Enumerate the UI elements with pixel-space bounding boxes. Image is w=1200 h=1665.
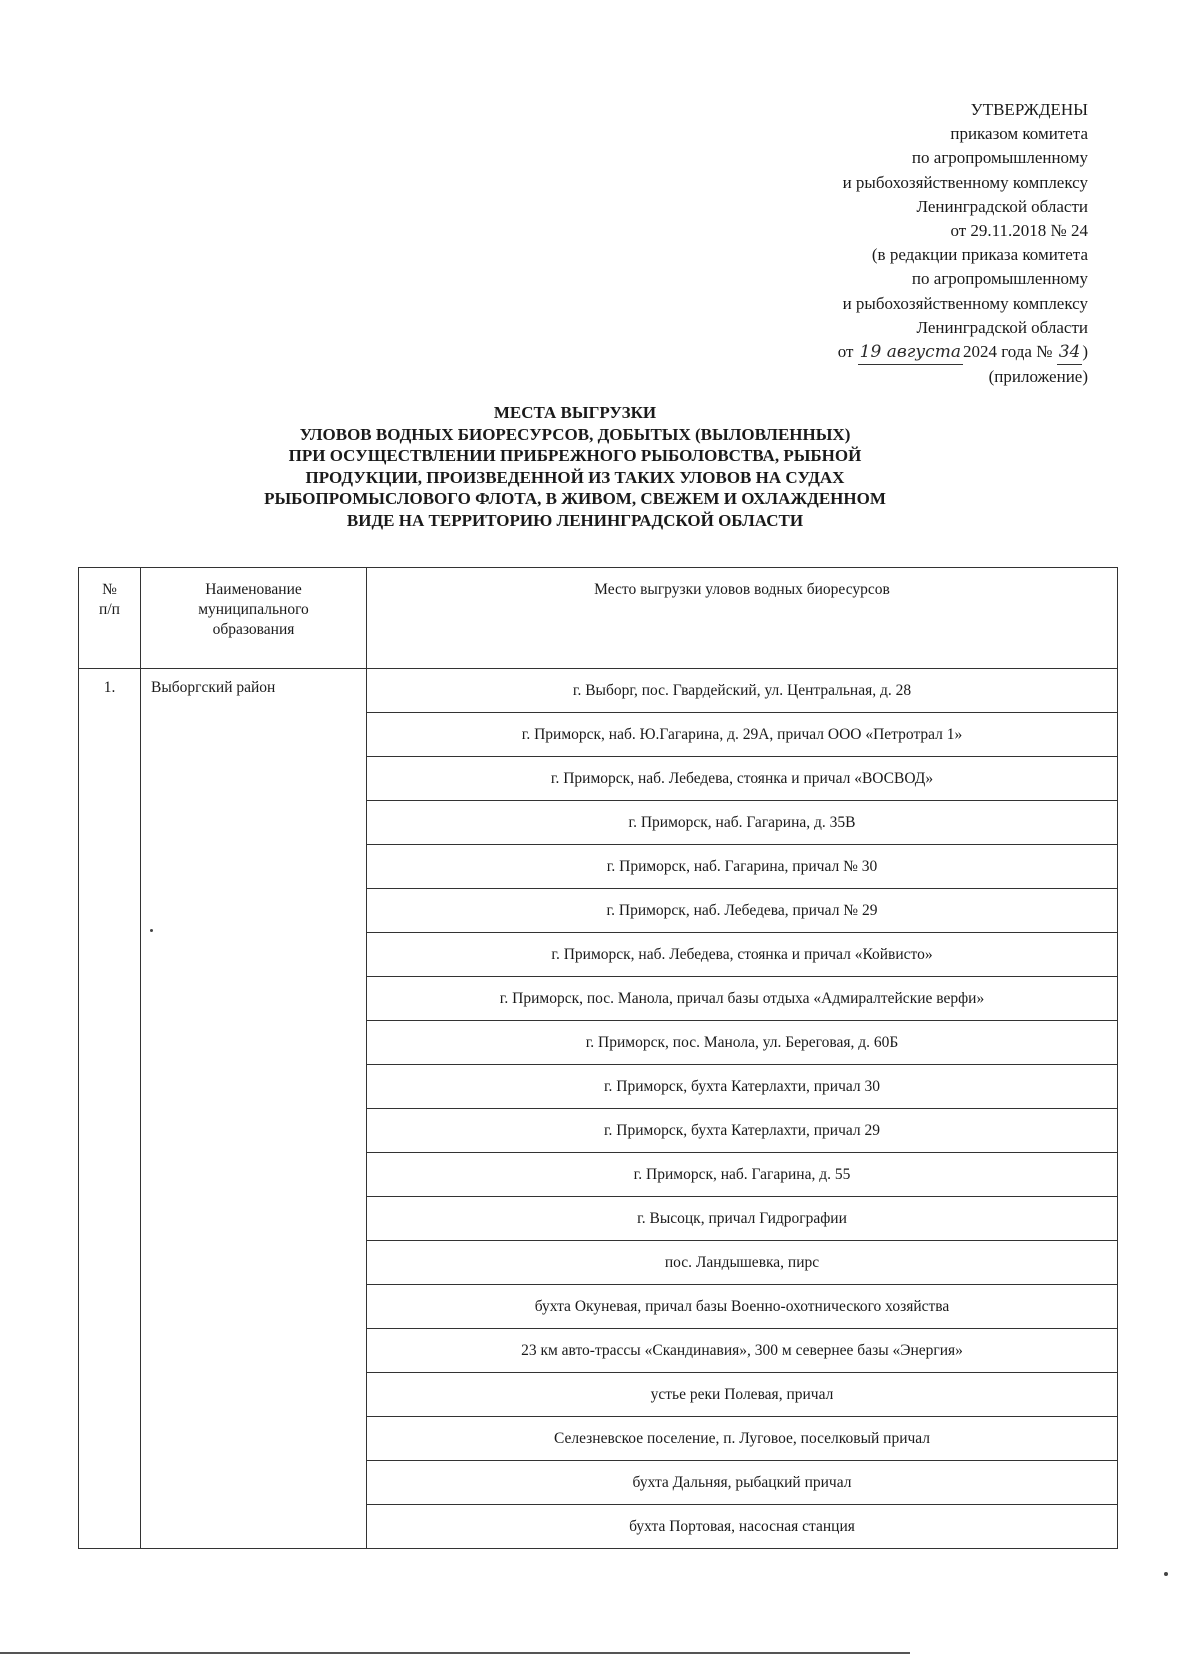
location-cell: г. Выборг, пос. Гвардейский, ул. Центральная, д. 28 [367, 669, 1118, 713]
table-body [79, 669, 1118, 1549]
title-line: РЫБОПРОМЫСЛОВОГО ФЛОТА, В ЖИВОМ, СВЕЖЕМ И ОХЛАЖДЕННОМ [264, 489, 886, 509]
location-cell: г. Приморск, наб. Гагарина, причал № 30 [367, 845, 1118, 889]
row-number: 1. [79, 669, 141, 1549]
location-cell: г. Приморск, наб. Лебедева, стоянка и причал «Койвисто» [367, 933, 1118, 977]
location-cell: г. Приморск, пос. Манола, ул. Береговая, д. 60Б [367, 1021, 1118, 1065]
handwritten-order-number: 34 [1057, 340, 1083, 365]
location-cell: Селезневское поселение, п. Луговое, поселковый причал [367, 1417, 1118, 1461]
location-cell: г. Приморск, наб. Гагарина, д. 55 [367, 1153, 1118, 1197]
title-line: ПРИ ОСУЩЕСТВЛЕНИИ ПРИБРЕЖНОГО РЫБОЛОВСТВА, РЫБНОЙ [288, 446, 862, 466]
approval-line: Ленинградской области [916, 317, 1088, 337]
title-line: УЛОВОВ ВОДНЫХ БИОРЕСУРСОВ, ДОБЫТЫХ (ВЫЛОВЛЕННЫХ) [299, 424, 851, 444]
location-cell: г. Приморск, наб. Гагарина, д. 35В [367, 801, 1118, 845]
date-suffix: 2024 года № [962, 342, 1053, 362]
location-cell: г. Приморск, наб. Лебедева, причал № 29 [367, 889, 1118, 933]
approval-line: приказом комитета [950, 124, 1088, 144]
location-cell: 23 км авто-трассы «Скандинавия», 300 м севернее базы «Энергия» [367, 1329, 1118, 1373]
municipality-name: Выборгский район [141, 669, 367, 1549]
header-location: Место выгрузки уловов водных биоресурсов [367, 568, 1118, 669]
location-cell: г. Приморск, наб. Лебедева, стоянка и причал «ВОСВОД» [367, 757, 1118, 801]
location-cell: бухта Окуневая, причал базы Военно-охотнического хозяйства [367, 1285, 1118, 1329]
approval-line: Ленинградской области [916, 196, 1088, 216]
handwritten-date: 19 августа [858, 340, 963, 365]
approval-order-date: от 29.11.2018 № 24 [950, 221, 1088, 241]
location-cell: бухта Портовая, насосная станция [367, 1505, 1118, 1549]
location-cell: бухта Дальняя, рыбацкий причал [367, 1461, 1118, 1505]
approval-line: по агропромышленному [911, 148, 1088, 168]
approval-block [838, 98, 1088, 389]
scan-speck [1164, 1572, 1168, 1576]
location-cell: пос. Ландышевка, пирс [367, 1241, 1118, 1285]
location-cell: г. Приморск, бухта Катерлахти, причал 30 [367, 1065, 1118, 1109]
close-paren: ) [1082, 342, 1088, 362]
location-cell: устье реки Полевая, причал [367, 1373, 1118, 1417]
location-cell: г. Приморск, бухта Катерлахти, причал 29 [367, 1109, 1118, 1153]
location-cell: г. Приморск, пос. Манола, причал базы отдыха «Адмиралтейские верфи» [367, 977, 1118, 1021]
document-title [150, 402, 1000, 532]
title-line: ПРОДУКЦИИ, ПРОИЗВЕДЕННОЙ ИЗ ТАКИХ УЛОВОВ НА СУДАХ [305, 467, 845, 487]
header-municipality: Наименование муниципального образования [141, 568, 367, 669]
location-cell: г. Приморск, наб. Ю.Гагарина, д. 29А, причал ООО «Петротрал 1» [367, 713, 1118, 757]
landing-sites-table [78, 567, 1118, 1549]
date-prefix: от [837, 342, 854, 362]
title-line: МЕСТА ВЫГРУЗКИ [493, 403, 657, 422]
location-cell: г. Высоцк, причал Гидрографии [367, 1197, 1118, 1241]
title-line: ВИДЕ НА ТЕРРИТОРИЮ ЛЕНИНГРАДСКОЙ ОБЛАСТИ [346, 510, 804, 530]
table-row [79, 669, 1118, 713]
approval-line: (в редакции приказа комитета [871, 245, 1088, 265]
approval-line: по агропромышленному [911, 269, 1088, 289]
approval-line: и рыбохозяйственному комплексу [842, 293, 1088, 313]
scan-edge-line [0, 1652, 910, 1654]
table-header-row [79, 568, 1118, 669]
approval-title: УТВЕРЖДЕНЫ [970, 100, 1088, 119]
amendment-date-line [838, 340, 1088, 365]
appendix-note: (приложение) [988, 367, 1088, 387]
header-number: № п/п [79, 568, 141, 669]
scan-speck [150, 929, 153, 932]
approval-line: и рыбохозяйственному комплексу [842, 172, 1088, 192]
